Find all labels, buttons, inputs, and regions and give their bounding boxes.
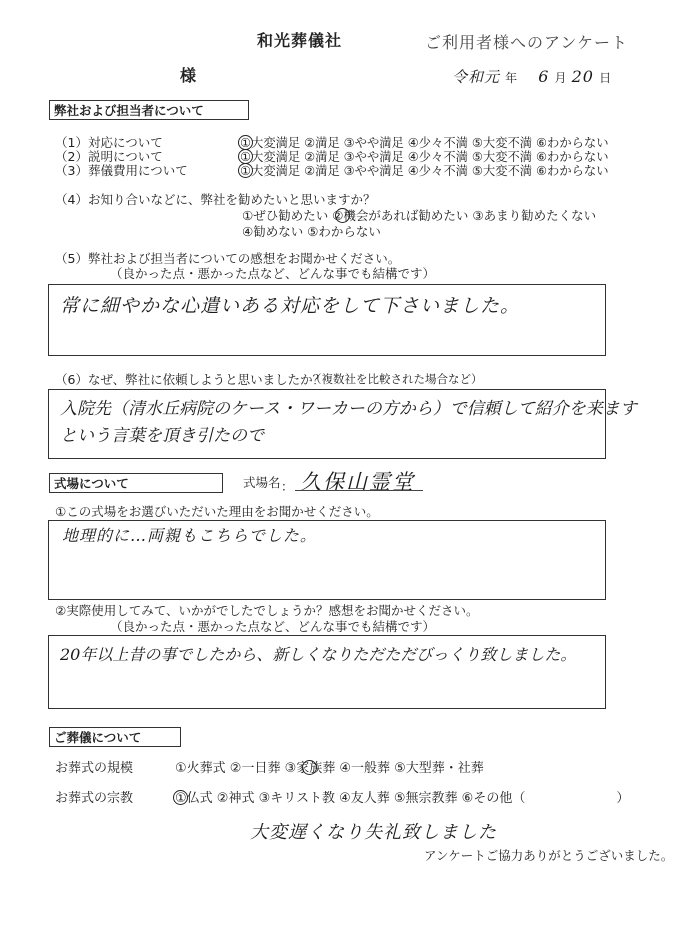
q5-note: （良かった点・悪かった点など、どんな事でも結構です） bbox=[110, 266, 436, 281]
q4-answer-mark bbox=[335, 208, 350, 223]
venue-label: 式場名 bbox=[243, 475, 281, 490]
funeral-scale-options: ①火葬式 ②一日葬 ③家族葬 ④一般葬 ⑤大型葬・社葬 bbox=[175, 761, 484, 776]
q6-question: （6）なぜ、弊社に依頼しようと思いましたか？ bbox=[55, 372, 326, 387]
q6-answer-line2: という言葉を頂き引たので bbox=[60, 426, 264, 446]
venue-qb-note: （良かった点・悪かった点など、どんな事でも結構です） bbox=[110, 619, 436, 634]
date-field bbox=[452, 66, 611, 87]
venue-name: 久保山霊堂 bbox=[300, 470, 415, 494]
date-era: 令和元 bbox=[452, 68, 501, 86]
q3-answer-mark bbox=[238, 163, 253, 178]
funeral-scale-label: お葬式の規模 bbox=[55, 761, 134, 776]
q6-note: （複数社を比較された場合など） bbox=[310, 372, 483, 386]
venue-label-colon: ： bbox=[281, 479, 294, 494]
funeral-scale-answer-mark bbox=[302, 760, 317, 775]
date-day: 20 bbox=[571, 67, 594, 86]
closing-note: 大変遅くなり失礼致しました bbox=[250, 822, 497, 843]
date-day-suffix: 日 bbox=[599, 71, 612, 85]
q5-question: （5）弊社および担当者についての感想をお聞かせください。 bbox=[55, 251, 401, 266]
funeral-religion-answer-mark bbox=[173, 790, 188, 805]
thanks-message: アンケートご協力ありがとうございました。 bbox=[424, 848, 674, 863]
q6-answer-line1: 入院先（清水丘病院のケース・ワーカーの方から）で信頼して紹介を来ます bbox=[60, 399, 637, 419]
venue-qa-question: ①この式場をお選びいただいた理由をお聞かせください。 bbox=[55, 504, 379, 519]
venue-qa-answer: 地理的に…両親もこちらでした。 bbox=[62, 526, 317, 545]
funeral-religion-label: お葬式の宗教 bbox=[55, 791, 134, 806]
q3-label: （3）葬儀費用について bbox=[55, 163, 188, 178]
q1-answer-mark bbox=[238, 135, 253, 150]
q2-label: （2）説明について bbox=[55, 149, 163, 164]
section-heading-funeral: ご葬儀について bbox=[49, 727, 181, 747]
q1-scale: ①大変満足 ②満足 ③やや満足 ④少々不満 ⑤大変不満 ⑥わからない bbox=[240, 136, 609, 150]
section-heading-company: 弊社および担当者について bbox=[49, 100, 249, 120]
recipient-sama: 様 bbox=[180, 66, 197, 85]
date-month-suffix: 月 bbox=[554, 71, 567, 85]
q3-scale: ①大変満足 ②満足 ③やや満足 ④少々不満 ⑤大変不満 ⑥わからない bbox=[240, 164, 609, 178]
funeral-religion-options: ①仏式 ②神式 ③キリスト教 ④友人葬 ⑤無宗教葬 ⑥その他（ ） bbox=[175, 791, 630, 806]
q4-options-line1: ①ぜひ勧めたい ②機会があれば勧めたい ③あまり勧めたくない bbox=[242, 208, 597, 223]
q1-label: （1）対応について bbox=[55, 135, 163, 150]
q5-answer: 常に細やかな心遣いある対応をして下さいました。 bbox=[60, 295, 521, 317]
venue-qb-question: ②実際使用してみて、いかがでしたでしょうか？感想をお聞かせください。 bbox=[55, 603, 479, 618]
section-heading-venue: 式場について bbox=[49, 473, 223, 493]
q4-question: （4）お知り合いなどに、弊社を勧めたいと思いますか？ bbox=[55, 192, 376, 207]
venue-underline bbox=[295, 490, 423, 491]
q2-scale: ①大変満足 ②満足 ③やや満足 ④少々不満 ⑤大変不満 ⑥わからない bbox=[240, 150, 609, 164]
survey-title: ご利用者様へのアンケート bbox=[425, 33, 629, 52]
q2-answer-mark bbox=[238, 149, 253, 164]
date-month: 6 bbox=[538, 67, 550, 86]
venue-qb-answer: 20年以上昔の事でしたから、新しくなりただただびっくり致しました。 bbox=[60, 645, 577, 664]
date-year-suffix: 年 bbox=[505, 71, 518, 85]
company-name: 和光葬儀社 bbox=[257, 31, 343, 50]
q4-options-line2: ④勧めない ⑤わからない bbox=[242, 224, 381, 239]
